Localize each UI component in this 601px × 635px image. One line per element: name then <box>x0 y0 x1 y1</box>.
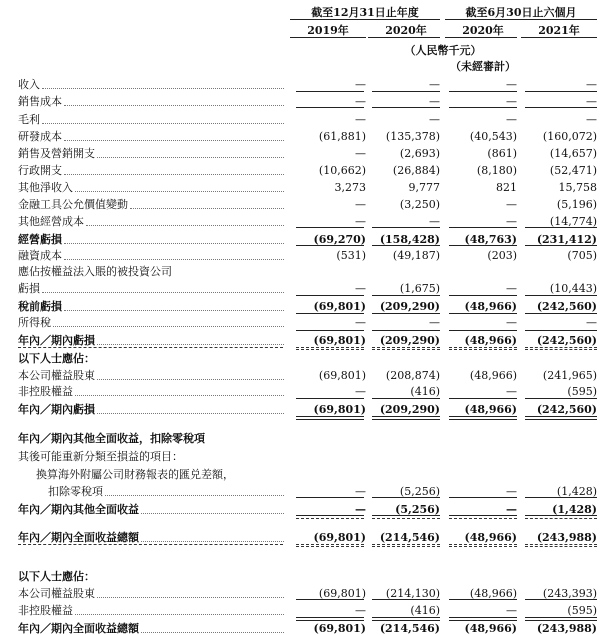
dot-leader <box>64 174 284 175</box>
column-rule <box>296 518 364 519</box>
row-label: 本公司權益股東 <box>18 587 95 600</box>
header-year-2021: 2021年 <box>538 24 580 37</box>
val-2020: (3,250) <box>399 198 440 211</box>
column-rule <box>525 544 597 545</box>
val-2019: — <box>355 282 366 295</box>
column-rule <box>525 295 597 296</box>
dot-leader <box>64 105 284 106</box>
header-interim-group: 截至6月30日止六個月 <box>465 6 577 19</box>
row-label: 所得稅 <box>18 316 51 329</box>
row-label: 經營虧損 <box>18 233 62 246</box>
dot-leader <box>97 413 284 414</box>
column-rule <box>525 515 597 516</box>
column-rule <box>372 497 440 498</box>
row-label: 其他經營成本 <box>18 215 84 228</box>
column-rule <box>525 620 597 621</box>
val-2021: (5,196) <box>556 198 597 211</box>
val-2020-interim: (48,966) <box>464 300 517 313</box>
dot-leader <box>97 157 284 158</box>
column-rule <box>372 398 440 399</box>
header-rule <box>290 19 440 20</box>
val-2020: 9,777 <box>408 181 440 194</box>
val-2021: (595) <box>567 604 597 617</box>
column-rule <box>525 227 597 228</box>
val-2019: 3,273 <box>334 181 366 194</box>
val-2020-interim: (861) <box>487 147 517 160</box>
val-2019: — <box>355 604 366 617</box>
val-2019: (10,662) <box>318 164 366 177</box>
column-rule <box>449 497 517 498</box>
row-label: 行政開支 <box>18 164 62 177</box>
row-label: 非控股權益 <box>18 604 73 617</box>
dot-leader <box>97 379 284 380</box>
val-2021: (705) <box>567 249 597 262</box>
column-rule <box>525 518 597 519</box>
dot-leader <box>130 208 284 209</box>
val-2020: (214,546) <box>379 622 440 635</box>
val-2020: (1,675) <box>399 282 440 295</box>
val-2020-interim: (40,543) <box>469 130 517 143</box>
val-2021: — <box>586 78 597 91</box>
val-2021: (10,443) <box>549 282 597 295</box>
val-2020: (26,884) <box>392 164 440 177</box>
column-rule <box>525 398 597 399</box>
column-rule <box>372 599 440 600</box>
column-rule <box>449 617 517 618</box>
dot-leader <box>141 513 284 514</box>
column-rule <box>525 330 597 331</box>
column-rule <box>296 245 364 246</box>
val-2020: (158,428) <box>379 233 440 246</box>
header-year-2020-interim: 2020年 <box>462 24 504 37</box>
dot-leader <box>75 614 284 615</box>
column-rule <box>372 617 440 618</box>
val-2020: — <box>429 316 440 329</box>
column-rule <box>525 245 597 246</box>
column-rule <box>449 245 517 246</box>
val-2019: — <box>355 503 366 516</box>
row-label: 扣除零稅項 <box>48 485 103 498</box>
val-2020-interim: — <box>506 282 517 295</box>
column-rule <box>372 347 440 348</box>
column-rule <box>525 416 597 417</box>
dot-leader <box>141 541 284 542</box>
val-2021: (242,560) <box>536 334 597 347</box>
column-rule <box>296 416 364 417</box>
column-rule <box>525 349 597 350</box>
column-rule <box>372 91 440 92</box>
val-2020-interim: — <box>506 604 517 617</box>
val-2020: (2,693) <box>399 147 440 160</box>
row-dashed-rule <box>18 347 283 348</box>
row-label: 年內／期內全面收益總額 <box>18 622 139 635</box>
column-rule <box>525 419 597 420</box>
val-2021: (52,471) <box>549 164 597 177</box>
header-year-2019: 2019年 <box>307 24 349 37</box>
row-label: 其他淨收入 <box>18 181 73 194</box>
val-2020: (135,378) <box>385 130 440 143</box>
row-label: 其後可能重新分類至損益的項目： <box>18 450 183 463</box>
header-annual-group: 截至12月31日止年度 <box>311 6 419 19</box>
val-2019: (69,801) <box>318 369 366 382</box>
val-2021: (243,393) <box>542 587 597 600</box>
val-2021: (1,428) <box>556 485 597 498</box>
dot-leader <box>75 395 284 396</box>
row-label: 年內／期內虧損 <box>18 334 95 347</box>
header-rule <box>290 37 366 38</box>
column-rule <box>296 544 364 545</box>
dot-leader <box>64 243 284 244</box>
val-2020: — <box>429 95 440 108</box>
val-2019: (531) <box>336 249 366 262</box>
row-label: 收入 <box>18 78 40 91</box>
val-2021: (242,560) <box>536 300 597 313</box>
val-2020-interim: (48,966) <box>464 334 517 347</box>
column-rule <box>296 91 364 92</box>
val-2019: — <box>355 198 366 211</box>
val-2021: (14,657) <box>549 147 597 160</box>
column-rule <box>372 313 440 314</box>
val-2019: (69,801) <box>318 587 366 600</box>
column-rule <box>525 91 597 92</box>
column-rule <box>525 497 597 498</box>
val-2020-interim: (48,966) <box>469 369 517 382</box>
column-rule <box>296 347 364 348</box>
column-rule <box>449 599 517 600</box>
row-label: 年內／期內其他全面收益 <box>18 503 139 516</box>
column-rule <box>372 295 440 296</box>
row-label: 銷售及營銷開支 <box>18 147 95 160</box>
val-2020-interim: — <box>506 215 517 228</box>
row-label: 換算海外附屬公司財務報表的匯兑差額， <box>36 468 234 481</box>
column-rule <box>449 349 517 350</box>
column-rule <box>449 416 517 417</box>
val-2020: (209,290) <box>379 334 440 347</box>
val-2020-interim: — <box>506 385 517 398</box>
val-2020: (416) <box>410 604 440 617</box>
column-rule <box>372 546 440 547</box>
column-rule <box>525 599 597 600</box>
column-rule <box>449 546 517 547</box>
val-2020: (208,874) <box>385 369 440 382</box>
column-rule <box>296 617 364 618</box>
val-2020: (416) <box>410 385 440 398</box>
val-2019: — <box>355 215 366 228</box>
column-rule <box>372 518 440 519</box>
column-rule <box>525 347 597 348</box>
column-rule <box>449 330 517 331</box>
val-2021: (14,774) <box>549 215 597 228</box>
val-2019: (69,270) <box>313 233 366 246</box>
column-rule <box>449 398 517 399</box>
val-2020-interim: — <box>506 78 517 91</box>
column-rule <box>449 313 517 314</box>
row-dashed-rule <box>18 544 283 545</box>
column-rule <box>525 546 597 547</box>
dot-leader <box>64 310 284 311</box>
val-2020-interim: (48,966) <box>469 587 517 600</box>
header-rule <box>445 37 517 38</box>
column-rule <box>525 107 597 108</box>
val-2019: — <box>355 485 366 498</box>
val-2021: (243,988) <box>536 622 597 635</box>
unit-label: （人民幣千元） <box>404 44 482 57</box>
val-2020-interim: (48,763) <box>464 233 517 246</box>
column-rule <box>296 546 364 547</box>
dot-leader <box>105 495 284 496</box>
column-rule <box>296 398 364 399</box>
val-2019: — <box>355 385 366 398</box>
val-2020: (49,187) <box>392 249 440 262</box>
column-rule <box>296 419 364 420</box>
val-2019: (69,801) <box>313 334 366 347</box>
row-label: 本公司權益股東 <box>18 369 95 382</box>
column-rule <box>296 330 364 331</box>
unaudited-label: （未經審計） <box>450 60 516 73</box>
column-rule <box>296 295 364 296</box>
column-rule <box>372 544 440 545</box>
val-2019: (69,801) <box>313 531 366 544</box>
val-2019: — <box>355 147 366 160</box>
row-label: 以下人士應佔： <box>18 352 95 365</box>
dot-leader <box>42 123 284 124</box>
column-rule <box>372 620 440 621</box>
val-2020: (214,546) <box>379 531 440 544</box>
val-2020-interim: — <box>506 113 517 126</box>
val-2020-interim: — <box>506 316 517 329</box>
row-label: 以下人士應佔： <box>18 570 95 583</box>
column-rule <box>296 620 364 621</box>
val-2019: (61,881) <box>318 130 366 143</box>
val-2020: — <box>429 78 440 91</box>
val-2021: — <box>586 316 597 329</box>
row-label: 融資成本 <box>18 249 62 262</box>
val-2021: (241,965) <box>542 369 597 382</box>
header-rule <box>368 37 440 38</box>
val-2020-interim: — <box>506 485 517 498</box>
row-label: 年內／期內其他全面收益，扣除零稅項 <box>18 432 205 445</box>
column-rule <box>449 107 517 108</box>
row-label: 金融工具公允價值變動 <box>18 198 128 211</box>
val-2021: (243,988) <box>536 531 597 544</box>
header-rule <box>521 37 597 38</box>
val-2020: (209,290) <box>379 300 440 313</box>
column-rule <box>372 330 440 331</box>
val-2019: — <box>355 95 366 108</box>
val-2020-interim: (48,966) <box>464 622 517 635</box>
val-2019: (69,801) <box>313 622 366 635</box>
dot-leader <box>141 632 284 633</box>
val-2021: — <box>586 95 597 108</box>
dot-leader <box>42 88 284 89</box>
row-label: 稅前虧損 <box>18 300 62 313</box>
val-2021: (242,560) <box>536 403 597 416</box>
dot-leader <box>64 259 284 260</box>
val-2020-interim: — <box>506 503 517 516</box>
header-year-2020: 2020年 <box>385 24 427 37</box>
column-rule <box>449 91 517 92</box>
val-2020: (214,130) <box>385 587 440 600</box>
row-label: 年內／期內全面收益總額 <box>18 531 139 544</box>
dot-leader <box>97 344 284 345</box>
dot-leader <box>97 597 284 598</box>
dot-leader <box>75 191 284 192</box>
val-2020-interim: — <box>506 95 517 108</box>
column-rule <box>372 107 440 108</box>
val-2019: — <box>355 316 366 329</box>
val-2021: (1,428) <box>552 503 597 516</box>
column-rule <box>449 295 517 296</box>
row-label: 毛利 <box>18 113 40 126</box>
column-rule <box>296 515 364 516</box>
column-rule <box>449 518 517 519</box>
column-rule <box>372 416 440 417</box>
column-rule <box>296 599 364 600</box>
column-rule <box>449 419 517 420</box>
row-label: 銷售成本 <box>18 95 62 108</box>
column-rule <box>296 349 364 350</box>
row-label: 虧損 <box>18 282 40 295</box>
dot-leader <box>42 292 284 293</box>
row-label: 非控股權益 <box>18 385 73 398</box>
val-2020: (5,256) <box>395 503 440 516</box>
val-2019: — <box>355 78 366 91</box>
row-label: 年內／期內虧損 <box>18 403 95 416</box>
val-2019: (69,801) <box>313 300 366 313</box>
column-rule <box>372 227 440 228</box>
val-2020: (5,256) <box>399 485 440 498</box>
val-2020-interim: (48,966) <box>464 403 517 416</box>
val-2021: (231,412) <box>536 233 597 246</box>
column-rule <box>296 227 364 228</box>
val-2021: (595) <box>567 385 597 398</box>
val-2021: 15,758 <box>558 181 597 194</box>
val-2019: (69,801) <box>313 403 366 416</box>
column-rule <box>296 107 364 108</box>
column-rule <box>449 227 517 228</box>
column-rule <box>449 620 517 621</box>
val-2020-interim: (203) <box>487 249 517 262</box>
val-2020-interim: (8,180) <box>476 164 517 177</box>
val-2019: — <box>355 113 366 126</box>
column-rule <box>449 347 517 348</box>
column-rule <box>449 544 517 545</box>
column-rule <box>525 617 597 618</box>
column-rule <box>296 497 364 498</box>
val-2020-interim: 821 <box>496 181 517 194</box>
column-rule <box>296 313 364 314</box>
val-2020-interim: (48,966) <box>464 531 517 544</box>
column-rule <box>372 349 440 350</box>
val-2021: (160,072) <box>542 130 597 143</box>
column-rule <box>525 313 597 314</box>
val-2020-interim: — <box>506 198 517 211</box>
dot-leader <box>64 140 284 141</box>
row-label: 應佔按權益法入賬的被投資公司 <box>18 265 172 278</box>
val-2020: — <box>429 113 440 126</box>
row-label: 研發成本 <box>18 130 62 143</box>
column-rule <box>372 419 440 420</box>
dot-leader <box>53 326 284 327</box>
dot-leader <box>86 225 284 226</box>
val-2021: — <box>586 113 597 126</box>
header-rule <box>445 19 597 20</box>
val-2020: — <box>429 215 440 228</box>
column-rule <box>372 245 440 246</box>
column-rule <box>372 515 440 516</box>
val-2020: (209,290) <box>379 403 440 416</box>
column-rule <box>449 515 517 516</box>
